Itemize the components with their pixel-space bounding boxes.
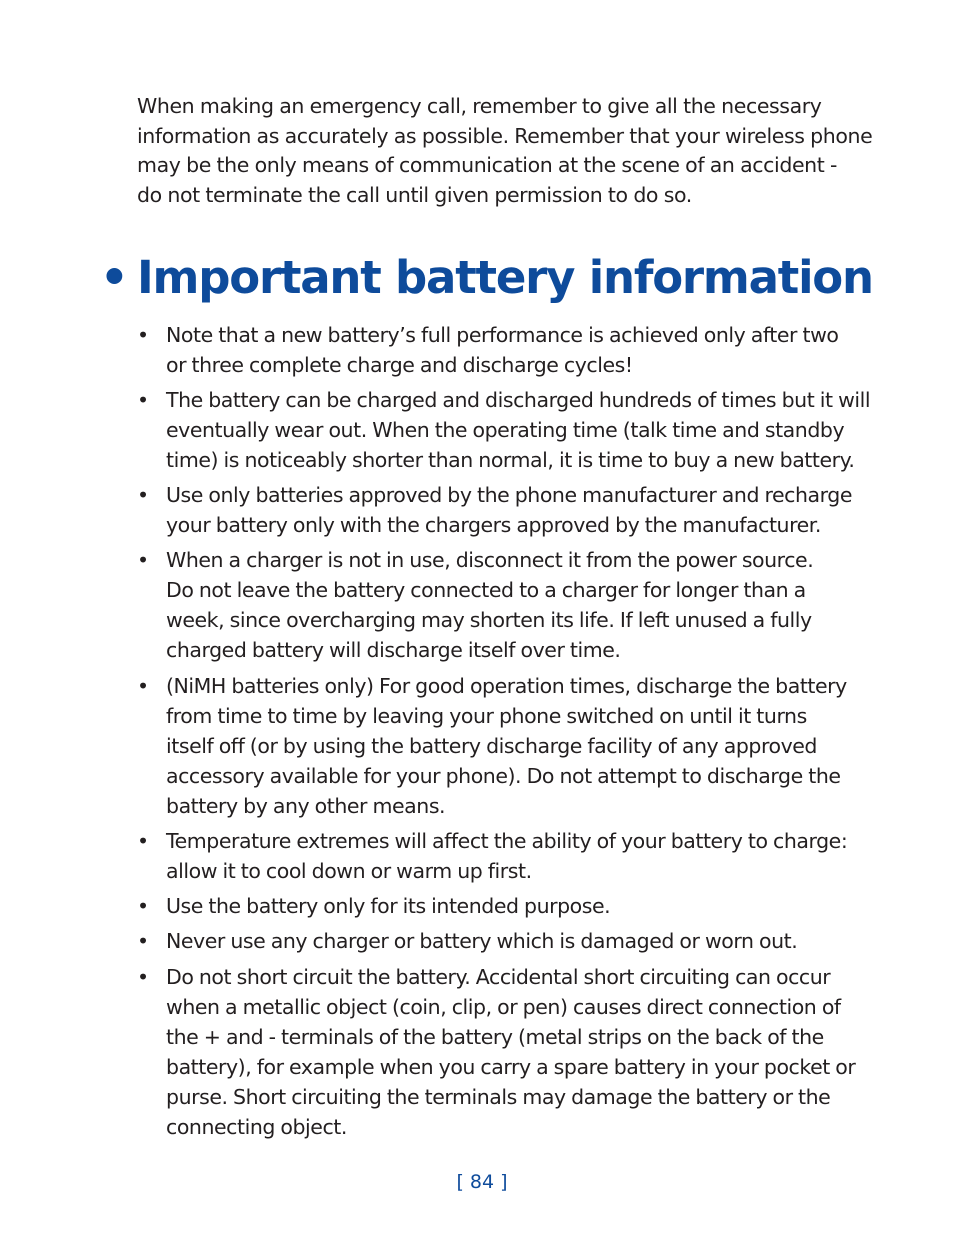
list-item-line: Never use any charger or battery which is damaged or worn out.: [166, 929, 798, 953]
list-item: [137, 962, 855, 1142]
list-item-line: Use the battery only for its intended purpose.: [166, 894, 611, 918]
intro-paragraph: [137, 92, 873, 210]
intro-line: may be the only means of communication at the scene of an accident -: [137, 153, 837, 178]
list-item: [137, 671, 847, 821]
list-bullet: •: [137, 483, 149, 507]
list-item-line: time) is noticeably shorter than normal, it is time to buy a new battery.: [166, 448, 855, 472]
list-item-line: battery), for example when you carry a spare battery in your pocket or: [166, 1055, 856, 1079]
list-bullet: •: [137, 829, 149, 853]
list-bullet: •: [137, 929, 149, 953]
list-item: [137, 480, 852, 540]
list-item-line: Do not short circuit the battery. Accidental short circuiting can occur: [166, 965, 831, 989]
list-item: [137, 826, 847, 886]
list-bullet: •: [137, 674, 149, 698]
heading-bullet: •: [100, 251, 128, 304]
list-item-line: allow it to cool down or warm up first.: [166, 859, 532, 883]
list-item: [137, 926, 797, 956]
list-bullet: •: [137, 894, 149, 918]
list-item: [137, 545, 813, 665]
list-item-line: Do not leave the battery connected to a charger for longer than a: [166, 578, 806, 602]
list-item-line: Note that a new battery’s full performance is achieved only after two: [166, 323, 839, 347]
list-item-line: purse. Short circuiting the terminals may damage the battery or the: [166, 1085, 831, 1109]
intro-line: When making an emergency call, remember to give all the necessary: [137, 94, 822, 118]
list-bullet: •: [137, 548, 149, 572]
list-item-line: accessory available for your phone). Do not attempt to discharge the: [166, 764, 841, 788]
section-heading: [100, 248, 873, 308]
list-item-line: from time to time by leaving your phone switched on until it turns: [166, 704, 807, 728]
list-item-line: charged battery will discharge itself over time.: [166, 638, 621, 662]
list-item-line: eventually wear out. When the operating time (talk time and standby: [166, 418, 845, 442]
page-number: [ 84 ]: [456, 1171, 508, 1193]
list-item-line: when a metallic object (coin, clip, or pen) causes direct connection of: [166, 995, 841, 1019]
list-item-line: When a charger is not in use, disconnect it from the power source.: [166, 548, 814, 572]
list-item-line: (NiMH batteries only) For good operation times, discharge the battery: [166, 674, 847, 698]
list-bullet: •: [137, 388, 149, 412]
list-item-line: connecting object.: [166, 1115, 347, 1139]
list-item: [137, 320, 839, 380]
list-item: [137, 385, 870, 475]
intro-line: do not terminate the call until given permission to do so.: [137, 182, 692, 207]
list-item-line: or three complete charge and discharge cycles!: [166, 353, 633, 377]
list-item-line: Temperature extremes will affect the ability of your battery to charge:: [166, 829, 848, 853]
list-item-line: battery by any other means.: [166, 794, 446, 818]
list-item-line: itself off (or by using the battery discharge facility of any approved: [166, 734, 817, 758]
list-item-line: your battery only with the chargers approved by the manufacturer.: [166, 513, 821, 537]
list-bullet: •: [137, 965, 149, 989]
intro-line: information as accurately as possible. Remember that your wireless phone: [137, 123, 873, 148]
list-bullet: •: [137, 323, 149, 347]
list-item-line: the + and - terminals of the battery (metal strips on the back of the: [166, 1025, 824, 1049]
section-title: Important battery information: [137, 251, 873, 304]
list-item: [137, 891, 610, 921]
list-item-line: The battery can be charged and discharged hundreds of times but it will: [166, 388, 871, 412]
list-item-line: Use only batteries approved by the phone manufacturer and recharge: [166, 483, 852, 507]
list-item-line: week, since overcharging may shorten its life. If left unused a fully: [166, 608, 812, 632]
